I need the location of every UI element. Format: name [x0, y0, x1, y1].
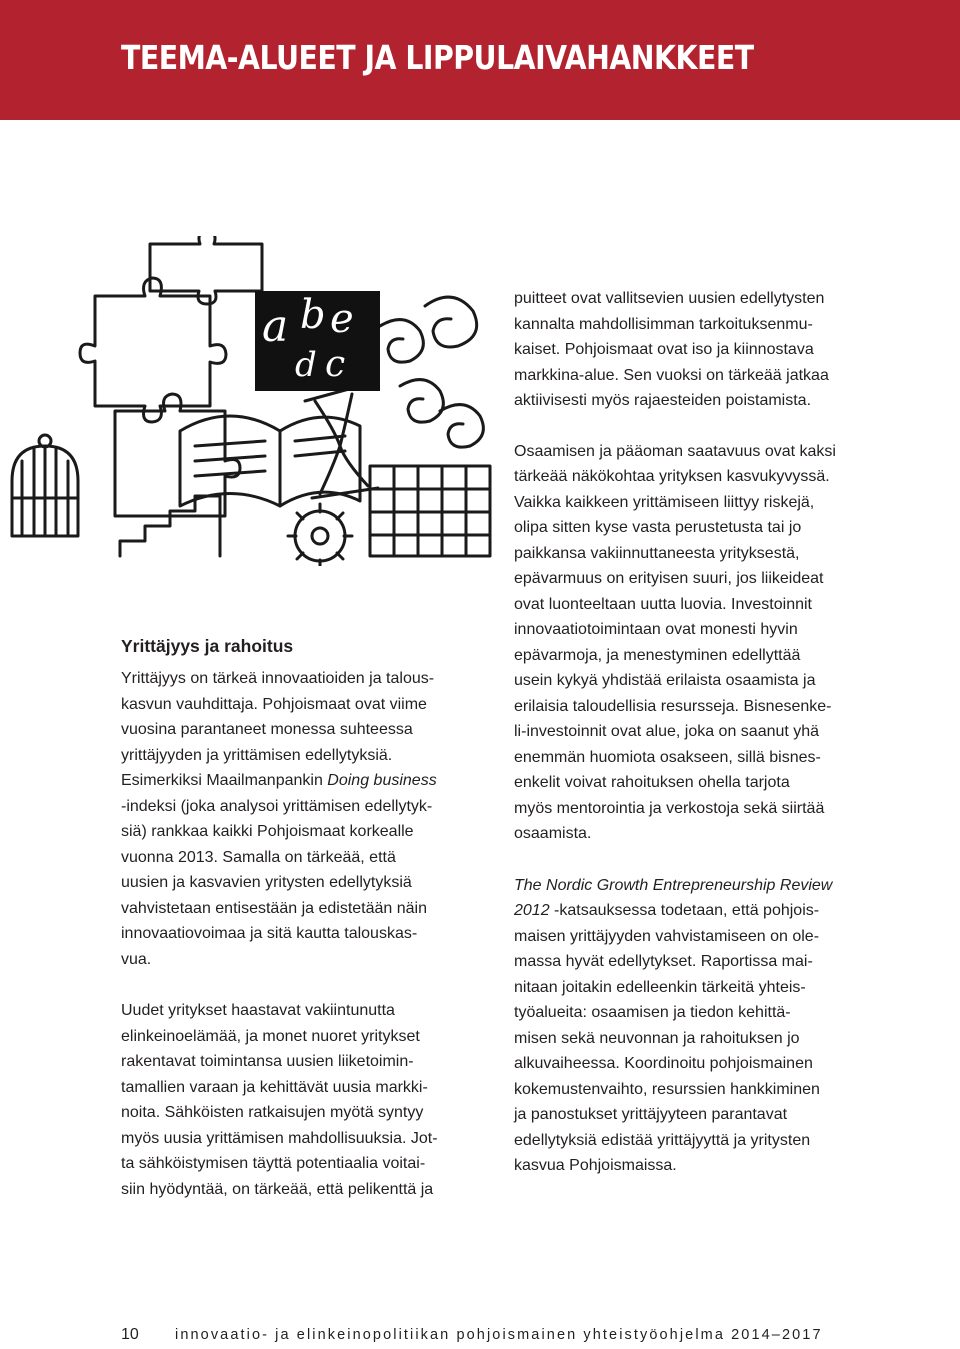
- left-column: [121, 666, 491, 1202]
- letter-b: b: [300, 292, 326, 338]
- report-title: The Nordic Growth Entrepreneurship Review: [514, 876, 833, 894]
- birdcage-icon: [12, 435, 78, 536]
- section-heading: Yrittäjyys ja rahoitus: [121, 636, 294, 656]
- letter-d: d: [295, 345, 317, 385]
- right-paragraph-2: Osaamisen ja pääoman saatavuus ovat kaksi tärkeää näkökohtaa yrityksen kasvukyvyssä. Vaikka kaikkeen yrittämiseen liittyy riskejä, olipa sitten kyse vasta perustetusta tai jo paikkansa vakiinnuttaneesta yrityksestä, epävarmuus on erityisen suuri, jos liikeideat ovat luonteeltaan uutta luovia. Investoinnit innovaatiotoimintaan ovat monesti hyvin epävarmoja, ja menestyminen edellyttää usein kykyä yhdistää erilaista osaamista ja erilaisia taloudellisia resursseja. Bisnesenke- li-investoinnit ovat alue, joka on saanut yhä enemmän huomiota osakseen, sillä bisnes- enkelit voivat rahoituksen ohella tarjota myös mentorointia ja verkostoja sekä siirtää osaamista.: [514, 442, 836, 842]
- footer-text: innovaatio- ja elinkeinopolitiikan pohjoismainen yhteistyöohjelma 2014–2017: [175, 1327, 823, 1343]
- header-banner: [0, 0, 960, 120]
- puzzle-piece-icon: [80, 278, 226, 422]
- stairs-icon: [120, 496, 220, 556]
- swirl-icon: [380, 297, 483, 447]
- letter-c: c: [325, 344, 346, 385]
- report-year: 2012: [514, 902, 550, 919]
- page-footer: [121, 1326, 901, 1344]
- gear-icon: [288, 504, 352, 566]
- index-name: Doing business: [327, 772, 437, 789]
- right-column: [514, 286, 894, 1179]
- left-paragraph-2: Uudet yritykset haastavat vakiintunutta elinkeinoelämää, ja monet nuoret yritykset rakentavat toimintansa uusien liiketoimin- tamallien varaan ja kehittävät uusia markki- noita. Sähköisten ratkaisujen myötä syntyy myös uusia yrittämisen mahdollisuuksia. Jot- ta sähköistymisen täyttä potentiaalia voitai- siin hyödyntää, on tärkeää, että pelikenttä ja: [121, 1002, 438, 1198]
- page-number: 10: [121, 1326, 139, 1343]
- left-paragraph-1: Yrittäjyys on tärkeä innovaatioiden ja talous- kasvun vauhdittaja. Pohjoismaat ovat viime vuosina parantaneet monessa suhteessa yrittäjyyden ja yrittämisen edellytyksiä. Esimerkiksi Maailmanpankin Doing business -indeksi (joka analysoi yrittämisen edellytyk- siä) rankkaa kaikki Pohjoismaat korkealle vuonna 2013. Samalla on tärkeää, että uusien ja kasvavien yritysten edellytyksiä vahvistetaan entisestään ja edistetään näin innovaatiovoimaa ja sitä kautta talouskas- vua.: [121, 670, 437, 968]
- hourglass-icon: [305, 386, 378, 498]
- page-title: TEEMA-ALUEET JA LIPPULAIVAHANKKEET: [121, 38, 754, 77]
- puzzle-piece-icon: [150, 236, 262, 304]
- right-paragraph-1: puitteet ovat vallitsevien uusien edellytysten kannalta mahdollisimman tarkoituksenmu- kaiset. Pohjoismaat ovat iso ja kiinnostava markkina-alue. Sen vuoksi on tärkeää jatkaa aktiivisesti myös rajaesteiden poistamista.: [514, 290, 829, 409]
- right-paragraph-3: The Nordic Growth Entrepreneurship Review 2012 -katsauksessa todetaan, että pohjois- maisen yrittäjyyden vahvistamiseen on ole- massa hyvät edellytykset. Raportissa mai- nitaan joitakin edelleenkin tärkeitä yhteis- työalueita: osaamisen ja tiedon kehittä- misen sekä neuvonnan ja rahoituksen jo alkuvaiheessa. Koordinoitu pohjoismainen kokemustenvaihto, resurssien hankkiminen ja panostukset yrittäjyyteen parantavat edellytyksiä edistää yrittäjyyttä ja yritysten kasvua Pohjoismaissa.: [514, 876, 833, 1174]
- letter-e: e: [330, 296, 354, 342]
- grid-icon: [370, 466, 490, 556]
- letter-a: a: [262, 301, 289, 352]
- doodle-illustration: [0, 236, 500, 566]
